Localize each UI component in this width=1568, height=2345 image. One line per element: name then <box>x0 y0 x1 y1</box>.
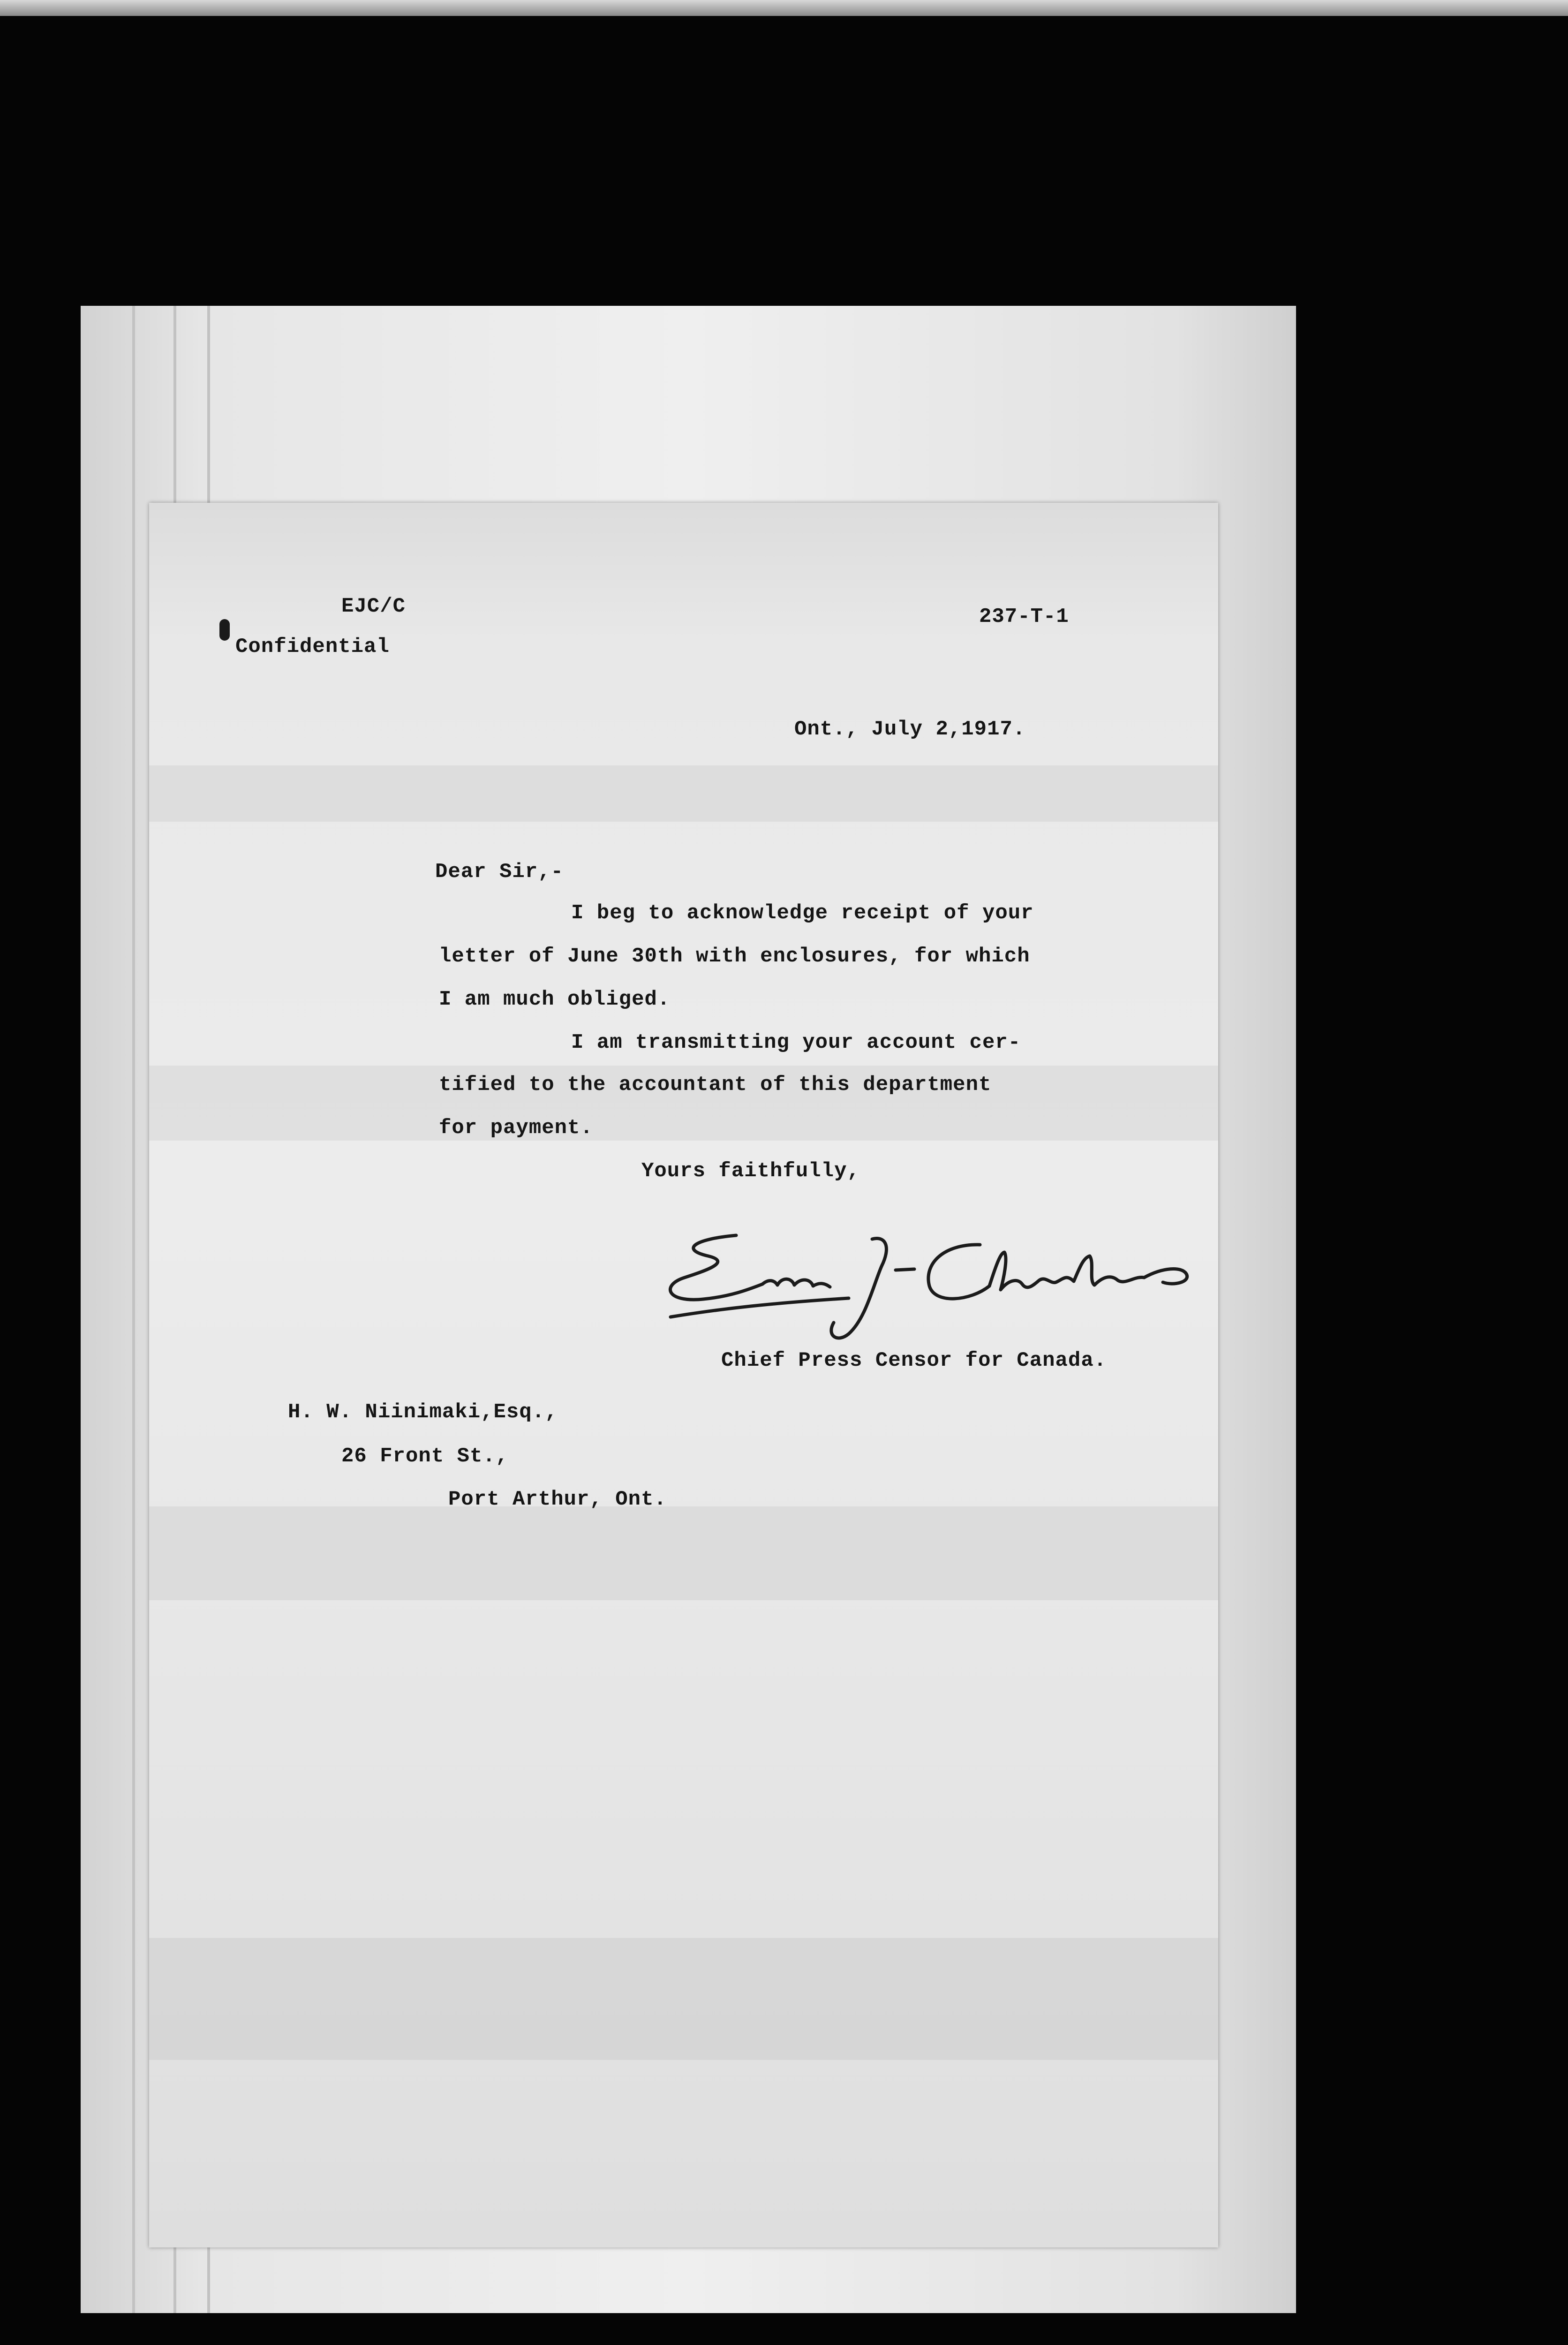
reference-initials: EJC/C <box>341 595 406 618</box>
signer-title: Chief Press Censor for Canada. <box>721 1349 1107 1372</box>
body-line: I beg to acknowledge receipt of your <box>571 901 1034 925</box>
classification: Confidential <box>235 635 390 658</box>
addressee-city: Port Arthur, Ont. <box>448 1488 667 1511</box>
signature-stroke <box>831 1239 887 1338</box>
body-line: for payment. <box>439 1116 593 1140</box>
signature-stroke <box>896 1269 914 1270</box>
paper-band <box>149 1506 1218 1600</box>
paper-band <box>149 1938 1218 2060</box>
closing: Yours faithfully, <box>641 1159 860 1183</box>
body-line: tified to the accountant of this department <box>439 1073 992 1097</box>
backing-sheet-rule <box>132 306 135 2313</box>
handwritten-signature <box>652 1225 1196 1366</box>
signature-stroke <box>989 1252 1144 1290</box>
film-top-edge <box>0 0 1568 16</box>
addressee-street: 26 Front St., <box>341 1445 509 1468</box>
signature-stroke <box>1144 1269 1187 1284</box>
signature-stroke <box>928 1245 989 1299</box>
paper-band <box>149 765 1218 822</box>
signature-stroke <box>762 1279 830 1287</box>
file-reference: 237-T-1 <box>979 605 1069 628</box>
signature-stroke <box>670 1235 762 1300</box>
letter-date: Ont., July 2,1917. <box>794 718 1026 741</box>
body-line: I am much obliged. <box>439 988 671 1011</box>
body-line: I am transmitting your account cer- <box>571 1031 1021 1054</box>
addressee-name: H. W. Niinimaki,Esq., <box>288 1400 558 1424</box>
punch-hole <box>219 619 230 641</box>
body-line: letter of June 30th with enclosures, for which <box>439 945 1030 968</box>
salutation: Dear Sir,- <box>435 860 564 884</box>
letter-page <box>149 503 1218 2247</box>
